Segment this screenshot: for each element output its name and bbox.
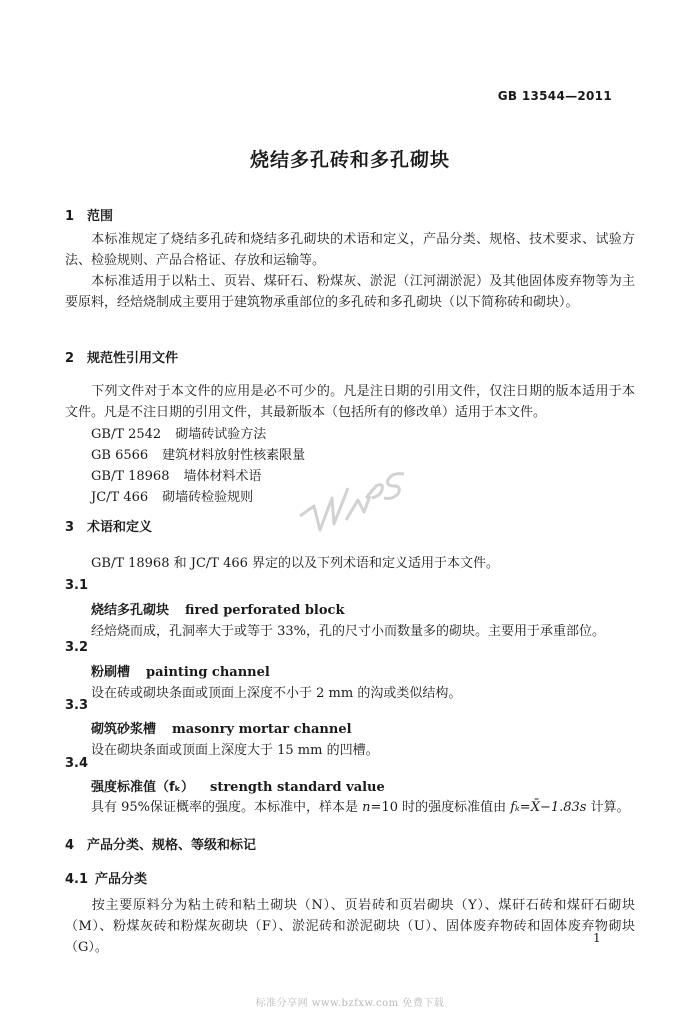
term-definition: 经焙烧而成，孔洞率大于或等于 33%，孔的尺寸小而数量多的砌块。主要用于承重部位。	[91, 624, 606, 639]
term-heading	[91, 599, 344, 618]
section-1-paragraph-2	[65, 271, 635, 313]
subsection-title: 产品分类	[95, 872, 148, 887]
reference-code: JC/T 466	[91, 490, 149, 505]
section-2-heading	[65, 347, 178, 366]
section-number: 2	[65, 351, 75, 366]
term-number: 3.4	[65, 756, 89, 771]
section-3-intro: GB/T 18968 和 JC/T 466 界定的以及下列术语和定义适用于本文件。	[91, 556, 500, 571]
term-definition	[91, 796, 630, 815]
reference-item	[91, 444, 305, 463]
paragraph-text: 按主要原料分为粘土砖和粘土砌块（N）、页岩砖和页岩砌块（Y）、煤矸石砖和煤矸石砌块（M）、粉煤灰砖和粉煤灰砌块（F）、淤泥砖和淤泥砌块（U）、固体废弃物砖和固体废弃物砌块（G）。	[65, 898, 635, 955]
paragraph-text: 本标准适用于以粘土、页岩、煤矸石、粉煤灰、淤泥（江河湖淤泥）及其他固体废弃物等为主要原料，经焙烧制成主要用于建筑物承重部位的多孔砖和多孔砌块（以下简称砖和砌块）。	[65, 274, 635, 310]
reference-item	[91, 423, 266, 442]
page-number: 1	[593, 931, 601, 945]
footer-watermark: 标准分享网 www.bzfxw.com 免费下载	[255, 998, 445, 1009]
term-number: 3.2	[65, 640, 89, 655]
term-definition: 设在砌块条面或顶面上深度大于 15 mm 的凹槽。	[91, 743, 379, 758]
term-zh: 粉刷槽	[91, 665, 131, 680]
reference-code: GB 6566	[91, 448, 149, 463]
term-heading	[91, 718, 352, 737]
term-heading	[91, 661, 270, 680]
reference-title: 砌墙砖检验规则	[162, 490, 254, 505]
section-number: 3	[65, 520, 75, 535]
standard-code: GB 13544—2011	[497, 89, 612, 103]
document-title: 烧结多孔砖和多孔砌块	[249, 149, 450, 171]
term-zh: 烧结多孔砌块	[91, 603, 170, 618]
definition-text: 具有 95%保证概率的强度。本标准中，样本是	[91, 800, 363, 815]
section-title: 术语和定义	[87, 520, 153, 535]
section-1-paragraph-1	[65, 229, 635, 271]
term-en: painting channel	[146, 665, 270, 680]
section-title: 范围	[87, 209, 114, 224]
formula-variable: n	[362, 800, 371, 815]
term-definition: 设在砖或砌块条面或顶面上深度不小于 2 mm 的沟或类似结构。	[91, 686, 462, 701]
term-number: 3.1	[65, 578, 89, 593]
reference-title: 砌墙砖试验方法	[175, 427, 267, 442]
subsection-number: 4.1	[65, 872, 89, 887]
section-2-intro	[65, 381, 635, 423]
term-en: fired perforated block	[185, 603, 345, 618]
paragraph-text: 本标准规定了烧结多孔砖和烧结多孔砌块的术语和定义，产品分类、规格、技术要求、试验方法、检验规则、产品合格证、存放和运输等。	[65, 232, 635, 268]
subsection-4-1-heading	[65, 868, 147, 887]
section-3-heading	[65, 516, 152, 535]
term-number: 3.3	[65, 698, 89, 713]
definition-text: =10 时的强度标准值由	[370, 800, 511, 815]
section-1-heading	[65, 205, 113, 224]
formula: fₖ=X̄−1.83s	[510, 800, 587, 815]
reference-item	[91, 465, 262, 484]
section-number: 1	[65, 209, 75, 224]
term-en: strength standard value	[210, 780, 385, 795]
paragraph-text: 下列文件对于本文件的应用是必不可少的。凡是注日期的引用文件，仅注日期的版本适用于本文件。凡是不注日期的引用文件，其最新版本（包括所有的修改单）适用于本文件。	[65, 384, 635, 420]
term-en: masonry mortar channel	[172, 722, 352, 737]
term-heading	[91, 776, 385, 795]
reference-item	[91, 486, 253, 505]
reference-code: GB/T 18968	[91, 469, 170, 484]
section-4-heading	[65, 834, 256, 853]
term-zh: 强度标准值（fₖ）	[91, 780, 194, 795]
reference-code: GB/T 2542	[91, 427, 162, 442]
definition-text: 计算。	[586, 800, 630, 815]
section-title: 规范性引用文件	[87, 351, 179, 366]
subsection-4-1-paragraph	[65, 895, 635, 958]
section-title: 产品分类、规格、等级和标记	[87, 838, 257, 853]
term-zh: 砌筑砂浆槽	[91, 722, 157, 737]
reference-title: 建筑材料放射性核素限量	[162, 448, 306, 463]
section-number: 4	[65, 838, 75, 853]
wps-watermark-icon	[292, 468, 412, 538]
reference-title: 墙体材料术语	[183, 469, 262, 484]
